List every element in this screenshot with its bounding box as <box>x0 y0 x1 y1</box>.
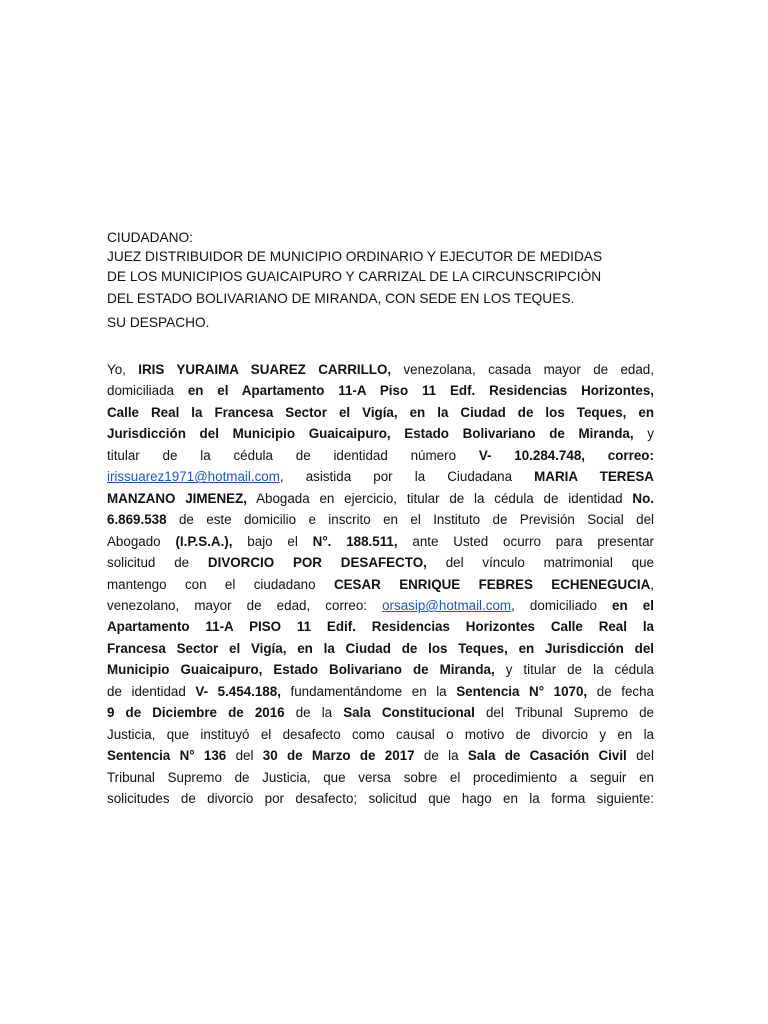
email-link[interactable]: irissuarez1971@hotmail.com <box>107 469 280 485</box>
body-line <box>107 426 654 442</box>
body-text: identidad <box>333 447 388 463</box>
bold-text: Sentencia N° 136 <box>107 748 227 764</box>
body-text: solicitud de <box>107 555 190 571</box>
body-line <box>107 705 654 721</box>
body-line <box>107 684 654 700</box>
addressee-line: JUEZ DISTRIBUIDOR DE MUNICIPIO ORDINARIO Y EJECUTOR DE MEDIDAS <box>107 249 603 264</box>
body-text: casada mayor de edad, <box>488 362 654 377</box>
body-text: y <box>647 426 654 442</box>
body-line <box>107 791 654 807</box>
body-text: de <box>295 447 311 463</box>
body-text: de identidad <box>107 683 186 699</box>
salutation: CIUDADANO: <box>107 230 193 245</box>
bold-text: Municipio Guaicaipuro, Estado Bolivariano de Miranda, <box>107 662 495 678</box>
body-text: domiciliada <box>107 383 174 399</box>
bold-text: 6.869.538 <box>107 512 167 528</box>
body-text: domiciliado <box>529 597 597 613</box>
body-line <box>107 641 654 657</box>
body-line <box>107 598 654 614</box>
body-line <box>107 383 654 399</box>
addressee-line: DEL ESTADO BOLIVARIANO DE MIRANDA, CON SEDE EN LOS TEQUES. <box>107 291 575 306</box>
bold-text: Jurisdicción del Municipio Guaicaipuro, Estado Bolivariano de Miranda, <box>107 426 634 442</box>
bold-text: IRIS YURAIMA SUAREZ CARRILLO, <box>138 362 392 377</box>
body-text: de fecha <box>596 683 654 699</box>
body-text: del <box>636 748 654 764</box>
addressee-line: DE LOS MUNICIPIOS GUAICAIPURO Y CARRIZAL DE LA CIRCUNSCRIPCIÒN <box>107 269 602 284</box>
body-line <box>107 362 654 378</box>
body-text: venezolana, <box>403 362 476 377</box>
body-line <box>107 491 654 507</box>
bold-text: (I.P.S.A.), <box>175 533 233 549</box>
body-text: del <box>235 748 254 764</box>
bold-text: Calle Real la Francesa Sector el Vigía, en la Ciudad de los Teques, en <box>107 404 654 420</box>
closing-line: SU DESPACHO. <box>107 315 210 330</box>
bold-text: V- 10.284.748, correo: <box>478 447 654 463</box>
body-line <box>107 748 654 764</box>
bold-text: MARIA TERESA <box>534 469 654 485</box>
body-line <box>107 469 654 485</box>
body-text: que versa sobre el procedimiento a seguir en <box>323 769 654 785</box>
body-line <box>107 448 654 464</box>
body-text: Yo, <box>107 362 126 377</box>
body-text: Justicia, que instituyó el desafecto como causal o motivo de divorcio y en la <box>107 726 654 742</box>
body-line <box>107 770 654 786</box>
body-text: solicitudes de divorcio por desafecto; <box>107 791 358 806</box>
body-line <box>107 619 654 635</box>
bold-text: Sentencia N° 1070, <box>456 683 588 699</box>
body-text: fundamentándome en la <box>290 683 447 699</box>
body-text: Tribunal Supremo de Justicia, <box>107 769 311 785</box>
bold-text: Sala Constitucional <box>343 705 475 721</box>
body-line <box>107 727 654 743</box>
body-text: y titular de la cédula <box>505 662 654 678</box>
bold-text: en el <box>612 597 654 613</box>
body-text: mantengo con el ciudadano <box>107 576 316 592</box>
body-line <box>107 405 654 421</box>
body-text: número <box>410 447 457 463</box>
body-text: de <box>162 447 178 463</box>
body-line <box>107 577 654 593</box>
body-text: cédula <box>233 447 273 463</box>
body-text: de la <box>295 705 333 721</box>
body-text: solicitud que hago en la forma siguiente: <box>368 791 654 806</box>
bold-text: en el Apartamento 11-A Piso 11 Edf. Residencias Horizontes, <box>187 383 654 399</box>
body-text: del vínculo matrimonial que <box>445 555 654 571</box>
body-text: titular <box>107 447 140 463</box>
bold-text: No. <box>632 490 654 506</box>
body-text: del Tribunal Supremo de <box>485 705 654 721</box>
body-line <box>107 662 654 678</box>
bold-text: 30 de Marzo de 2017 <box>262 748 415 764</box>
email-link[interactable]: orsasip@hotmail.com <box>382 597 512 613</box>
body-text: , <box>279 469 284 485</box>
body-text: , <box>650 576 654 592</box>
bold-text: Sala de Casación Civil <box>467 748 627 764</box>
bold-text: Apartamento 11-A PISO 11 Edif. Residencias Horizontes Calle Real la <box>107 619 654 635</box>
bold-text: Francesa Sector el Vigía, en la Ciudad de los Teques, en Jurisdicción del <box>107 640 654 656</box>
bold-text: MANZANO JIMENEZ, <box>107 490 247 506</box>
body-text: de la <box>423 748 459 764</box>
body-text: ante Usted ocurro para presentar <box>412 533 654 549</box>
body-line <box>107 555 654 571</box>
body-text: Abogado <box>107 533 161 549</box>
body-line <box>107 512 654 528</box>
body-text: de este domicilio e inscrito en el Instituto de Previsión Social del <box>178 512 654 528</box>
bold-text: CESAR ENRIQUE FEBRES ECHENEGUCIA <box>333 576 651 592</box>
body-text: asistida por la Ciudadana <box>305 469 513 485</box>
body-text: Abogada en ejercicio, titular de la cédula de identidad <box>256 490 623 506</box>
body-text: la <box>200 447 211 463</box>
bold-text: DIVORCIO POR DESAFECTO, <box>207 555 427 571</box>
bold-text: N°. 188.511, <box>312 533 398 549</box>
body-text: venezolano, mayor de edad, correo: <box>107 597 367 613</box>
bold-text: 9 de Diciembre de 2016 <box>107 705 285 721</box>
body-text: bajo el <box>247 533 298 549</box>
body-line <box>107 534 654 550</box>
bold-text: V- 5.454.188, <box>195 683 281 699</box>
body-text: , <box>511 597 515 613</box>
